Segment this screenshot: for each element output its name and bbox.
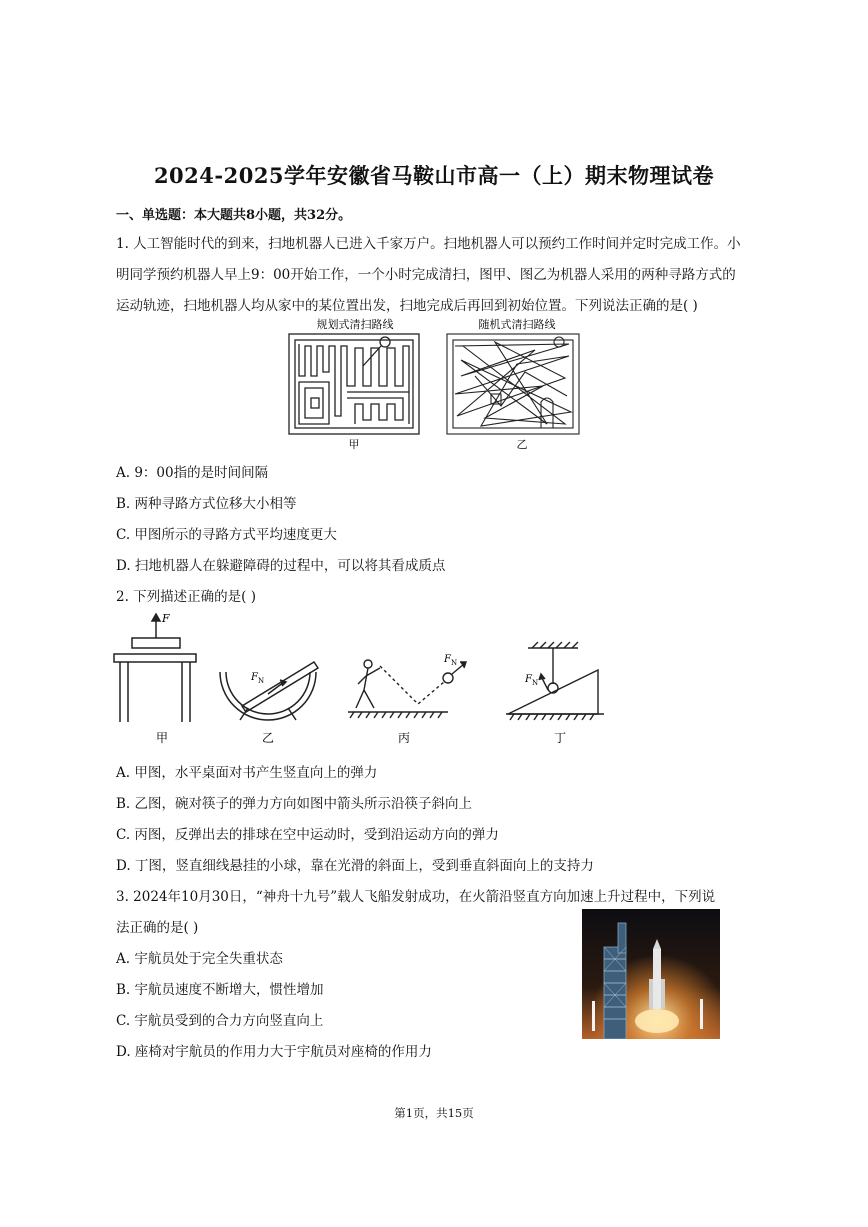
q2-stem: 2. 下列描述正确的是( ) bbox=[116, 589, 256, 605]
q3-stem-line1: 3. 2024年10月30日，“神舟十九号”载人飞船发射成功，在火箭沿竖直方向加速上升过程中，下列说 bbox=[116, 889, 716, 905]
page-footer: 第1页，共15页 bbox=[394, 1106, 474, 1120]
q3-option-b: B. 宇航员速度不断增大，惯性增加 bbox=[116, 982, 324, 998]
q3-option-c: C. 宇航员受到的合力方向竖直向上 bbox=[116, 1013, 324, 1029]
q2-figure bbox=[108, 608, 618, 748]
q2-caption-a: 甲 bbox=[155, 731, 169, 745]
q2-option-b: B. 乙图，碗对筷子的弹力方向如图中箭头所示沿筷子斜向上 bbox=[116, 796, 473, 812]
q1-fig-left-title: 规划式清扫路线 bbox=[316, 318, 394, 331]
q1-fig-right-title: 随机式清扫路线 bbox=[478, 318, 556, 331]
q1-figure bbox=[285, 316, 585, 452]
q3-option-a: A. 宇航员处于完全失重状态 bbox=[116, 951, 283, 967]
random-path-diagram bbox=[447, 334, 579, 434]
planned-path-diagram bbox=[289, 334, 419, 434]
q3-option-d: D. 座椅对宇航员的作用力大于宇航员对座椅的作用力 bbox=[116, 1044, 432, 1060]
q1-stem-line2: 明同学预约机器人早上9：00开始工作，一个小时完成清扫，图甲、图乙为机器人采用的两种寻路方式的 bbox=[116, 267, 736, 283]
q2-label-fn-d: $F_N$ bbox=[525, 674, 539, 687]
q1-stem-line1: 1. 人工智能时代的到来，扫地机器人已进入千家万户。扫地机器人可以预约工作时间并定时完成工作。小 bbox=[116, 236, 741, 252]
q2-option-a: A. 甲图，水平桌面对书产生竖直向上的弹力 bbox=[116, 765, 378, 781]
q1-option-a: A. 9：00指的是时间间隔 bbox=[116, 465, 269, 481]
q1-option-c: C. 甲图所示的寻路方式平均速度更大 bbox=[116, 527, 337, 543]
q2-option-c: C. 丙图，反弹出去的排球在空中运动时，受到沿运动方向的弹力 bbox=[116, 827, 499, 843]
q2-caption-b: 乙 bbox=[261, 731, 275, 745]
q2-label-fn-b: $F_N$ bbox=[251, 672, 265, 685]
q1-fig-right-caption: 乙 bbox=[516, 438, 528, 451]
q1-stem-line3: 运动轨迹，扫地机器人均从家中的某位置出发，扫地完成后再回到初始位置。下列说法正确的是( ) bbox=[116, 298, 698, 314]
q2-caption-d: 丁 bbox=[553, 731, 567, 745]
q2-label-f: F bbox=[162, 612, 170, 625]
section-heading: 一、单选题：本大题共8小题，共32分。 bbox=[116, 208, 352, 223]
q2-caption-c: 丙 bbox=[397, 731, 411, 745]
q3-stem-line2: 法正确的是( ) bbox=[116, 920, 199, 936]
volleyball-diagram bbox=[348, 660, 466, 718]
rocket-launch-photo bbox=[582, 909, 720, 1039]
q1-option-d: D. 扫地机器人在躲避障碍的过程中，可以将其看成质点 bbox=[116, 558, 446, 574]
incline-ball-diagram bbox=[506, 642, 604, 720]
q2-label-fn-c: $F_N$ bbox=[444, 654, 458, 667]
q2-option-d: D. 丁图，竖直细线悬挂的小球，靠在光滑的斜面上，受到垂直斜面向上的支持力 bbox=[116, 858, 594, 874]
page-title: 2024-2025学年安徽省马鞍山市高一（上）期末物理试卷 bbox=[153, 163, 715, 188]
table-book-diagram bbox=[114, 614, 196, 722]
q1-option-b: B. 两种寻路方式位移大小相等 bbox=[116, 496, 297, 512]
bowl-chopstick-diagram bbox=[220, 662, 318, 720]
q1-fig-left-caption: 甲 bbox=[348, 438, 360, 451]
